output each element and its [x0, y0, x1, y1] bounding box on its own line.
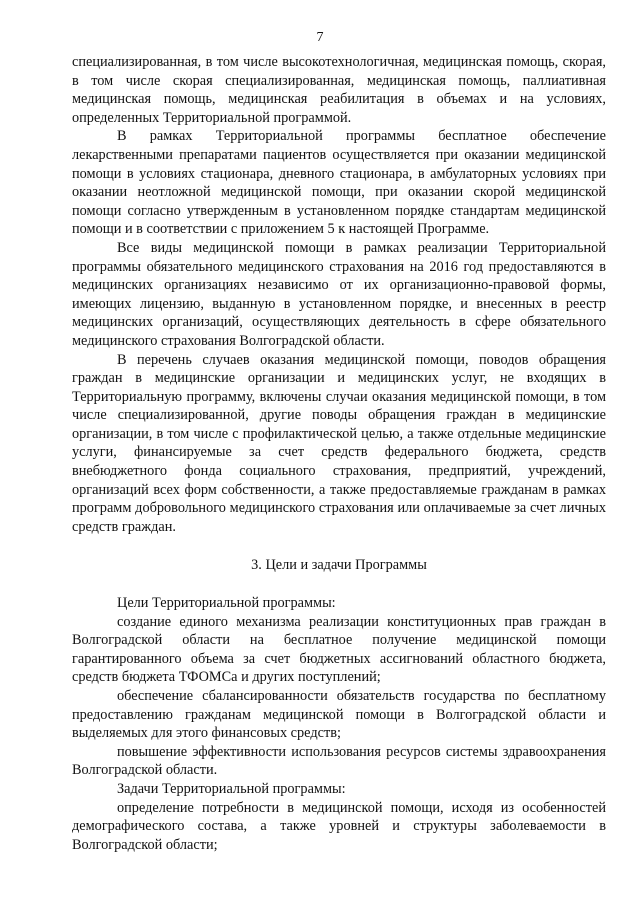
section-heading: 3. Цели и задачи Программы [251, 557, 427, 574]
paragraph-continuation: специализированная, в том числе высокотехнологичная, медицинская помощь, скорая, в том числе скорая специализированная, медицинская помощь, паллиативная медицинская помощь, медицинская реабилитация в объемах и на условиях, определенных Территориальной программой. [72, 54, 606, 126]
goal-item: повышение эффективности использования ресурсов системы здравоохранения Волгоградской области. [72, 743, 606, 779]
goal-item: создание единого механизма реализации конституционных прав граждан в Волгоградской области на бесплатное получение медицинской помощи гарантированного объема за счет бюджетных ассигнований областного бюджета, средств бюджета ТФОМСа и других поступлений; [72, 613, 606, 686]
paragraph-drug-provision: В рамках Территориальной программы бесплатное обеспечение лекарственными препаратами пациентов осуществляется при оказании медицинской помощи в условиях стационара, дневного стационара, в амбулаторных условиях при оказании неотложной медицинской помощи, при оказании скорой медицинской помощи согласно утвержденным в установленном порядке стандартам медицинской помощи и в соответствии с приложением 5 к настоящей Программе. [72, 128, 606, 238]
task-item: определение потребности в медицинской помощи, исходя из особенностей демографического состава, а также уровней и структуры заболеваемости в Волгоградской области; [72, 799, 606, 853]
page-number: 7 [316, 30, 324, 45]
document-body [72, 53, 606, 854]
paragraph-excluded-cases: В перечень случаев оказания медицинской помощи, поводов обращения граждан в медицинские организации и медицинских услуг, не входящих в Территориальную программу, включены случаи оказания медицинской помощи, в том числе специализированной, другие поводы обращения граждан в медицинские организации, в том числе с профилактической целью, а также отдельные медицинские услуги, финансируемые за счет средств федерального бюджета, средств внебюджетного фонда социального страхования, предприятий, учреждений, организаций всех форм собственности, а также предоставляемые гражданам в рамках программ добровольного медицинского страхования или оплачиваемые за счет личных средств граждан. [72, 351, 606, 535]
tasks-title: Задачи Территориальной программы: [117, 780, 346, 797]
goals-title: Цели Территориальной программы: [117, 595, 336, 612]
paragraph-oms-organizations: Все виды медицинской помощи в рамках реализации Территориальной программы обязательного медицинского страхования на 2016 год предоставляются в медицинских организациях независимо от их организационно-правовой формы, имеющих лицензию, выданную в установленном порядке, и внесенных в реестр медицинских организаций, осуществляющих деятельность в сфере обязательного медицинского страхования Волгоградской области. [72, 239, 606, 349]
goal-item: обеспечение сбалансированности обязательств государства по бесплатному предоставлению гражданам медицинской помощи в Волгоградской области и выделяемых для этого финансовых средств; [72, 688, 606, 742]
